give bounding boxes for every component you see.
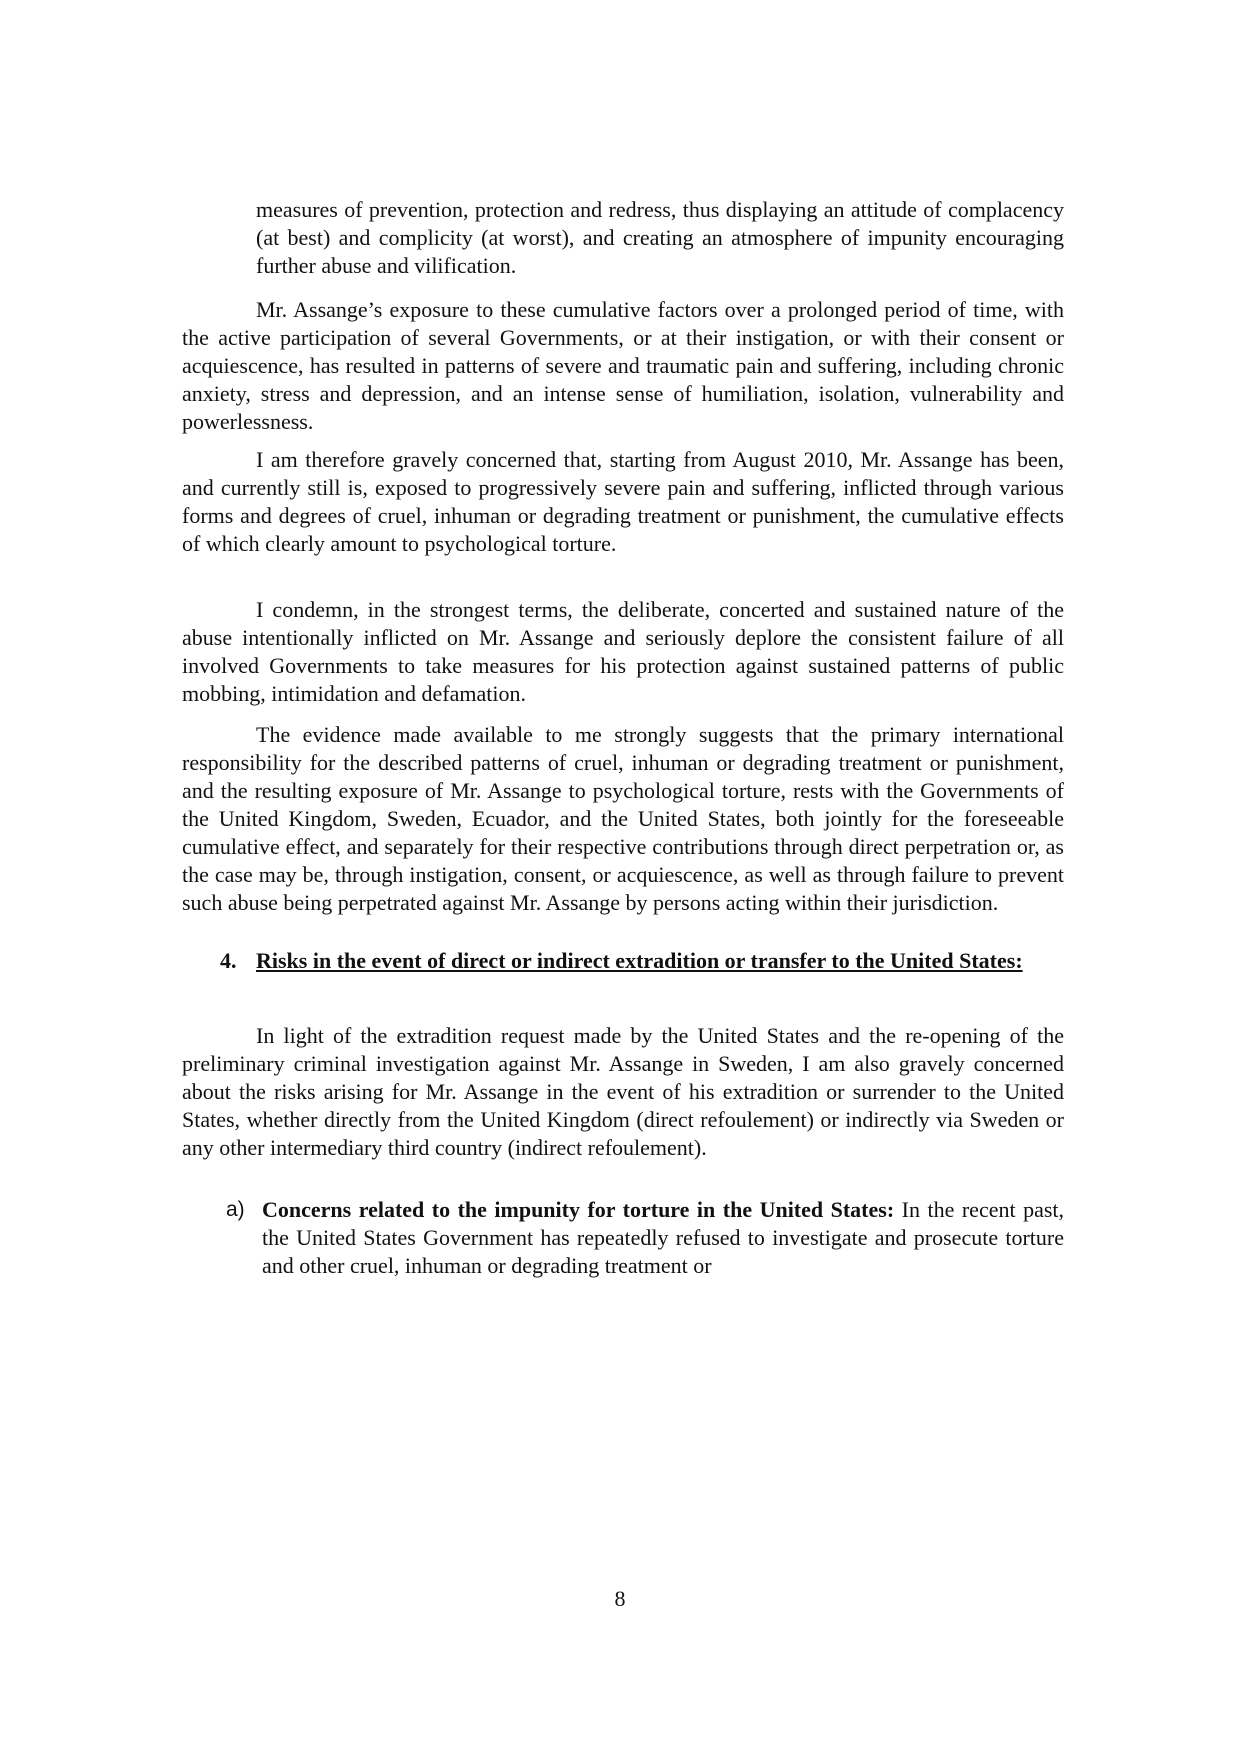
section-heading bbox=[220, 947, 1064, 975]
sub-item-text: In the recent past, the United States Government has repeatedly refused to investigate and prosecute torture and other cruel, inhuman or degrading treatment or bbox=[262, 1197, 1065, 1278]
sub-item-a bbox=[226, 1196, 1064, 1280]
sub-item-title: Concerns related to the impunity for torture in the United States: bbox=[262, 1197, 895, 1222]
section-title: Risks in the event of direct or indirect extradition or transfer to the United States: bbox=[256, 948, 1023, 973]
page-number: 8 bbox=[614, 1586, 626, 1611]
paragraph-responsibility: The evidence made available to me strongly suggests that the primary international responsibility for the described patterns of cruel, inhuman or degrading treatment or punishment, and the resulting exposure of Mr. Assange to psychological torture, rests with the Governments of the United Kingdom, Sweden, Ecuador, and the United States, both jointly for the foreseeable cumulative effect, and separately for their respective contributions through direct perpetration or, as the case may be, through instigation, consent, or acquiescence, as well as through failure to prevent such abuse being perpetrated against Mr. Assange by persons acting within their jurisdiction. bbox=[182, 722, 1064, 915]
paragraph-extradition-risks: In light of the extradition request made by the United States and the re-opening of the preliminary criminal investigation against Mr. Assange in Sweden, I am also gravely concerned about the risks arising for Mr. Assange in the event of his extradition or surrender to the United States, whether directly from the United Kingdom (direct refoulement) or indirectly via Sweden or any other intermediary third country (indirect refoulement). bbox=[182, 1023, 1064, 1160]
paragraph-gravely-concerned: I am therefore gravely concerned that, starting from August 2010, Mr. Assange has been, and currently still is, exposed to progressively severe pain and suffering, inflicted through various forms and degrees of cruel, inhuman or degrading treatment or punishment, the cumulative effects of which clearly amount to psychological torture. bbox=[182, 447, 1064, 556]
continuation-paragraph: measures of prevention, protection and redress, thus displaying an attitude of complacency (at best) and complicity (at worst), and creating an atmosphere of impunity encouraging further abuse and vilification. bbox=[256, 197, 1064, 278]
paragraph-condemnation: I condemn, in the strongest terms, the deliberate, concerted and sustained nature of the abuse intentionally inflicted on Mr. Assange and seriously deplore the consistent failure of all involved Governments to take measures for his protection against sustained patterns of public mobbing, intimidation and defamation. bbox=[182, 597, 1064, 706]
sub-item-body bbox=[262, 1196, 1064, 1280]
section-number: 4. bbox=[220, 948, 237, 973]
paragraph-exposure-factors: Mr. Assange’s exposure to these cumulative factors over a prolonged period of time, with the active participation of several Governments, or at their instigation, or with their consent or acquiescence, has resulted in patterns of severe and traumatic pain and suffering, including chronic anxiety, stress and depression, and an intense sense of humiliation, isolation, vulnerability and powerlessness. bbox=[182, 297, 1064, 434]
sub-item-marker: a) bbox=[226, 1198, 245, 1221]
